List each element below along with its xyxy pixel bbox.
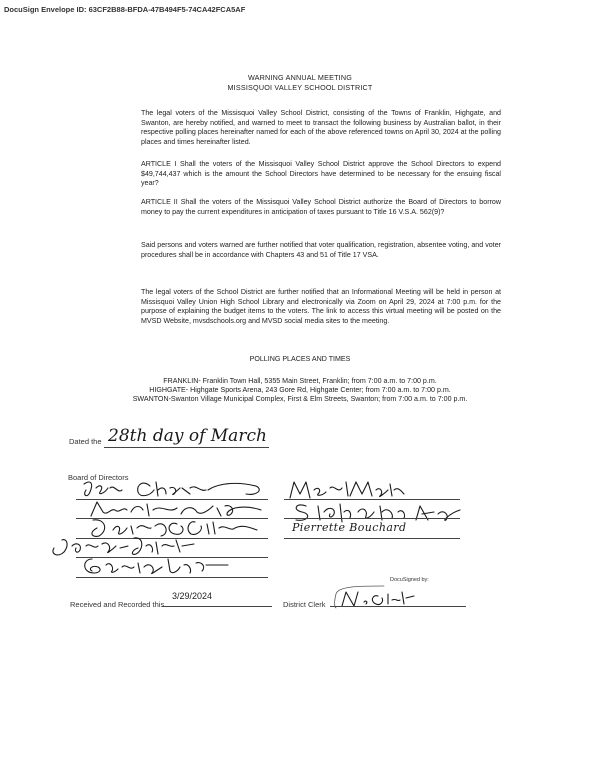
article-one: ARTICLE I Shall the voters of the Missisquoi Valley School District approve the School Directors to expend $49,744,437 which is the amount the School Directors have determined to be necessary for the ensuing fiscal year? <box>141 160 501 188</box>
signature-line-5 <box>76 577 268 578</box>
info-meeting-paragraph: The legal voters of the School District are further notified that an Informational Meeting will be held in person at Missisquoi Valley Union High School Library and electronically via Zoom on April 29, 2024 at 7:00 p.m. for the purpose of explaining the budget items to the voters. The link to access this virtual meeting will be posted on the MVSD Website, mvsdschools.org and MVSD social media sites to the meeting. <box>141 288 501 325</box>
received-label: Received and Recorded this <box>70 600 165 609</box>
clerk-label: District Clerk <box>283 600 326 609</box>
signature-5 <box>78 555 238 577</box>
polling-line-swanton: SWANTON-Swanton Village Municipal Complex, First & Elm Streets, Swanton; from 7:00 a.m. to 7:00 p.m. <box>132 395 468 403</box>
clerk-underline <box>330 606 466 607</box>
polling-heading: POLLING PLACES AND TIMES <box>249 355 351 363</box>
signature-line-7 <box>284 518 460 519</box>
dated-label: Dated the <box>69 437 102 446</box>
polling-line-franklin: FRANKLIN- Franklin Town Hall, 5355 Main Street, Franklin; from 7:00 a.m. to 7:00 p.m. <box>163 377 437 385</box>
docusign-label: DocuSigned by: <box>390 577 429 583</box>
signature-line-8 <box>284 538 460 539</box>
received-underline <box>162 606 272 607</box>
signature-1 <box>80 478 270 500</box>
article-two: ARTICLE II Shall the voters of the Missisquoi Valley School District authorize the Board of Directors to borrow money to pay the current expenditures in anticipation of taxes pursuant to Title 16 V.S.A. 562(9)? <box>141 198 501 216</box>
board-label: Board of Directors <box>68 473 129 482</box>
document-title: WARNING ANNUAL MEETING <box>247 73 353 82</box>
clerk-signature <box>338 588 418 608</box>
document-subtitle: MISSISQUOI VALLEY SCHOOL DISTRICT <box>227 83 373 92</box>
dated-handwritten: 28th day of March <box>108 426 267 446</box>
signature-printed-bouchard: Pierrette Bouchard <box>292 521 407 534</box>
received-date: 3/29/2024 <box>172 591 213 601</box>
qualification-paragraph: Said persons and voters warned are further notified that voter qualification, registration, absentee voting, and voter procedures shall be in accordance with Chapters 43 and 51 of Title 17 VSA. <box>141 241 501 259</box>
intro-paragraph: The legal voters of the Missisquoi Valley School District, consisting of the Towns of Franklin, Highgate, and Swanton, are hereby notified, and warned to meet to transact the following business by Australian ballot, in their respective polling places hereinafter named for each of the above referenced towns on April 30, 2024 at the polling places and times hereinafter listed. <box>141 109 501 146</box>
envelope-id: DocuSign Envelope ID: 63CF2B88-BFDA-47B494F5-74CA42FCA5AF <box>4 5 246 14</box>
polling-line-highgate: HIGHGATE- Highgate Sports Arena, 243 Gore Rd, Highgate Center; from 7:00 a.m. to 7:00 p.m. <box>149 386 451 394</box>
dated-underline <box>104 447 269 448</box>
